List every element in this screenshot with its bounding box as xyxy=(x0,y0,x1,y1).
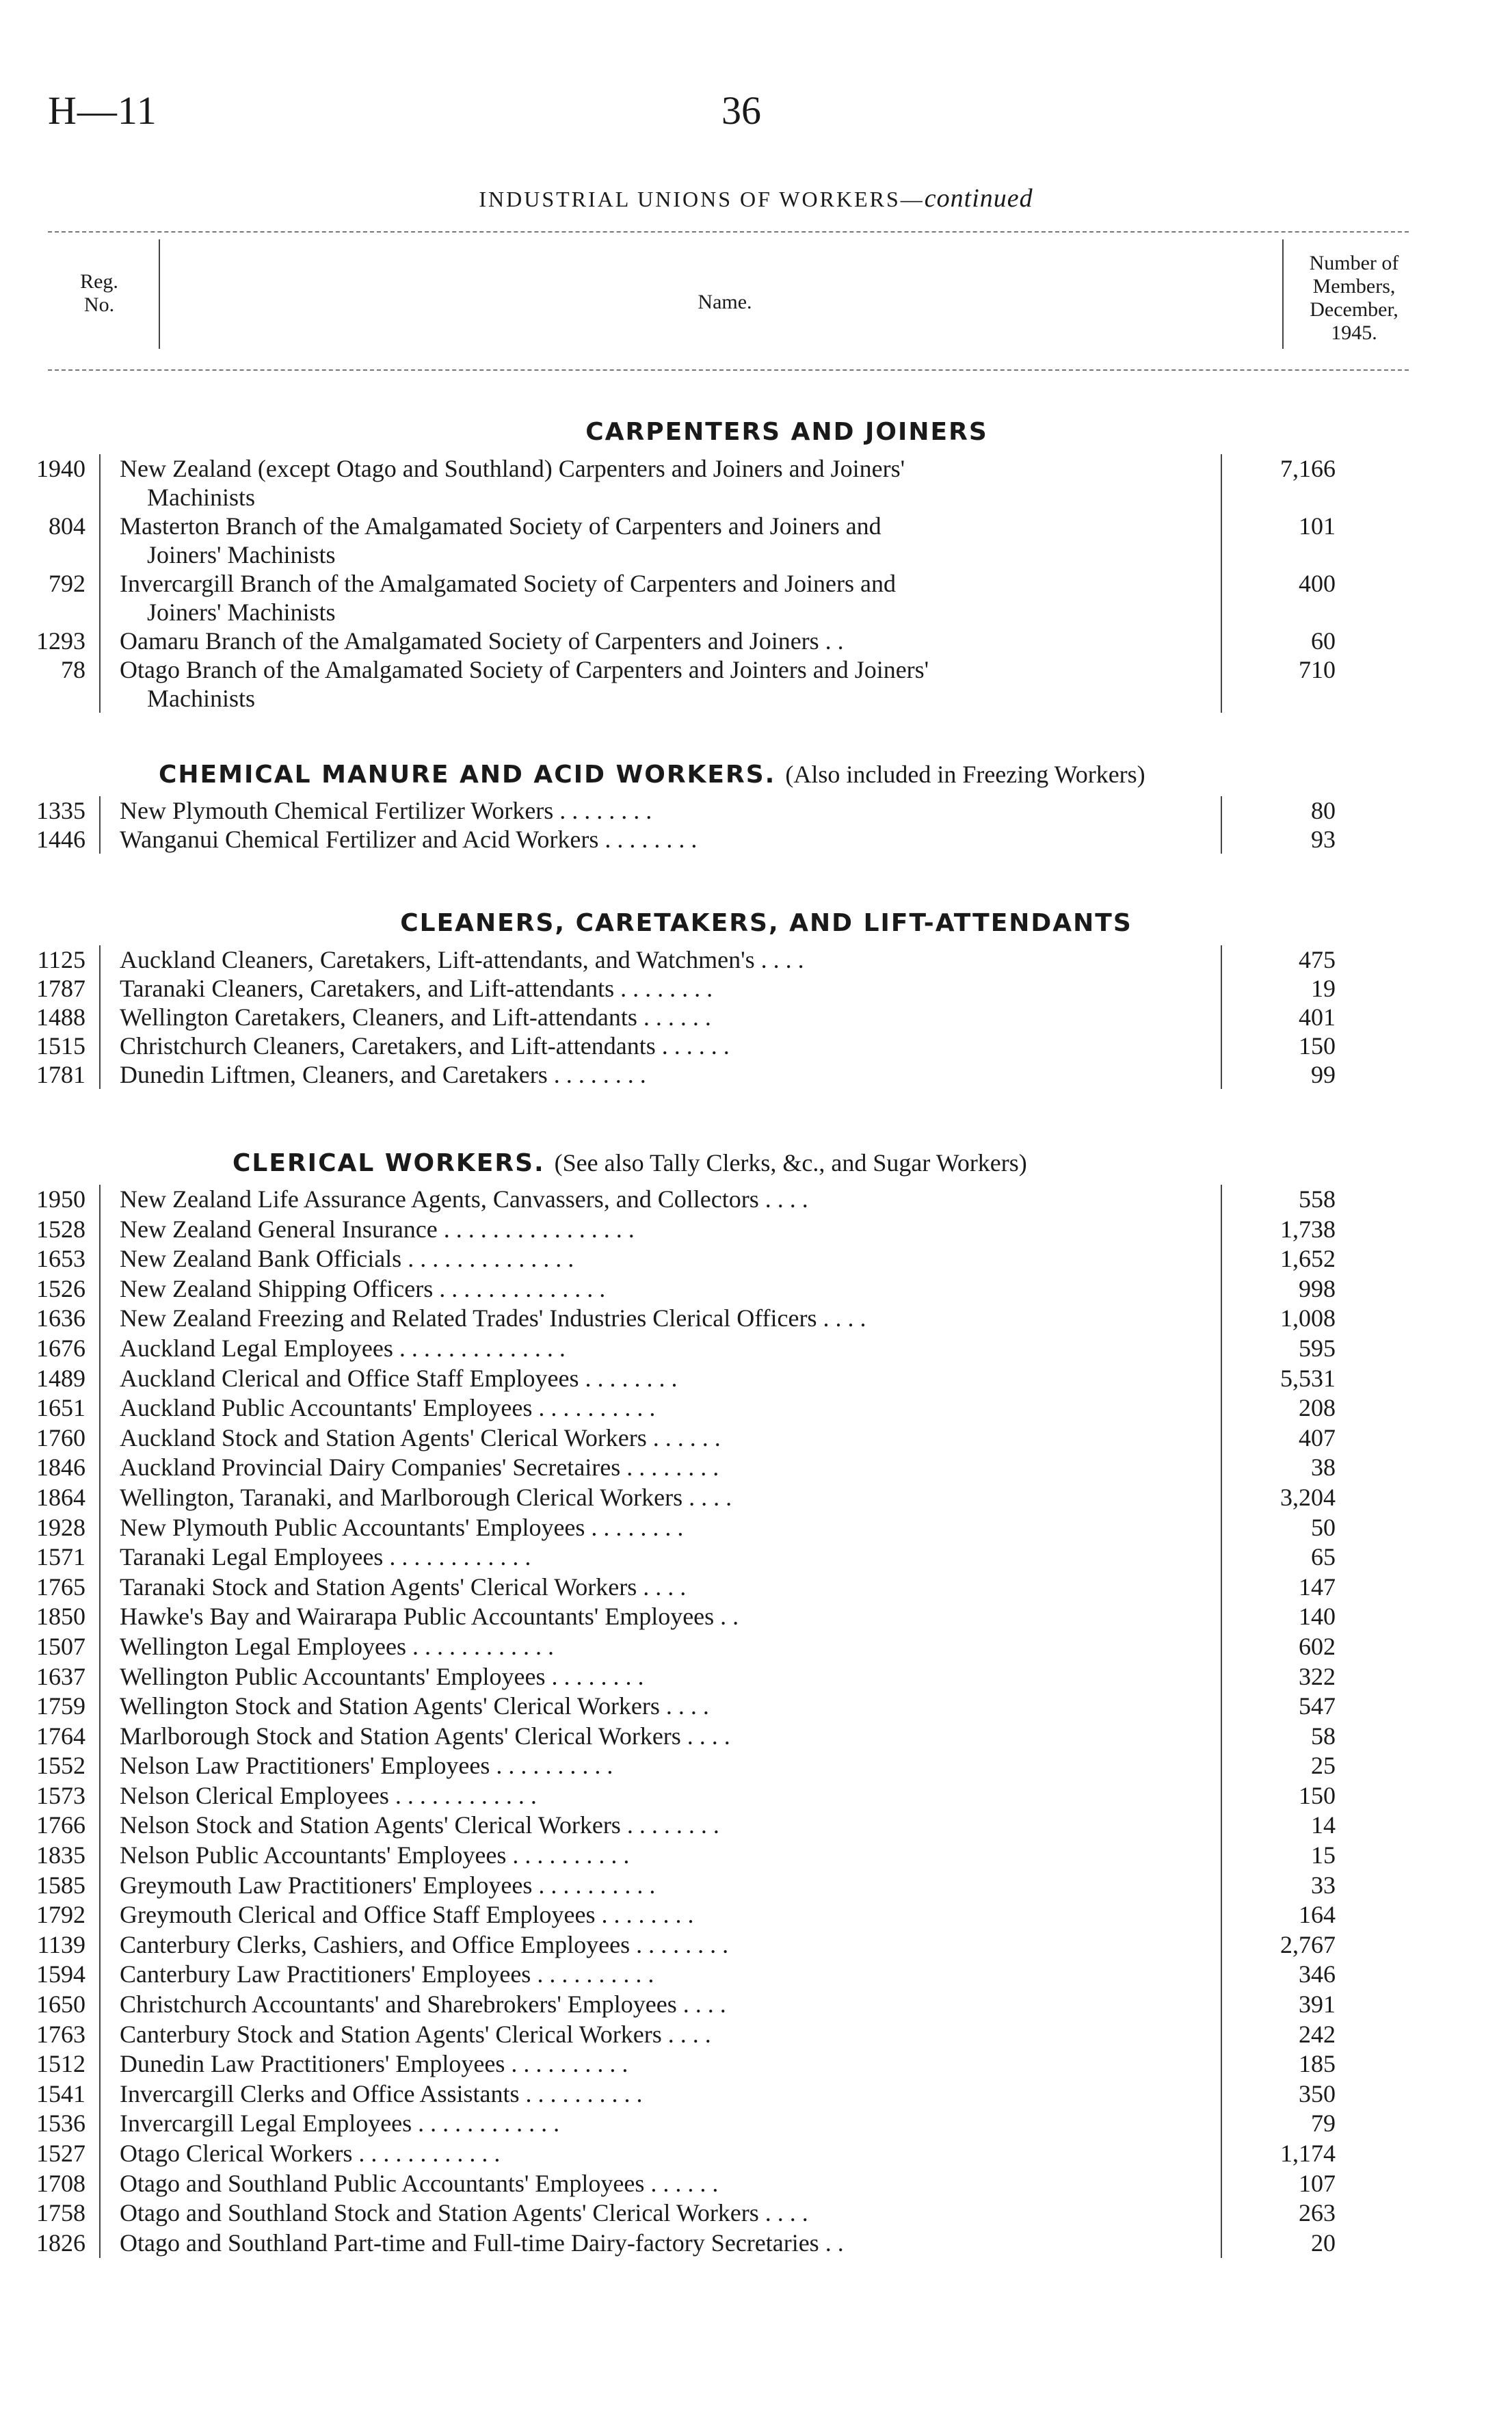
name-line: Invercargill Legal Employees . . . . . . . . . . . . xyxy=(120,2110,560,2138)
table-row xyxy=(0,1003,1512,1031)
member-count: 263 xyxy=(1221,2198,1351,2229)
name-line: Wellington Stock and Station Agents' Clerical Workers . . . . xyxy=(120,1692,709,1720)
table-row xyxy=(0,2139,1512,2169)
table-row xyxy=(0,2229,1512,2259)
reg-number: 1766 xyxy=(36,1811,85,1839)
table-row xyxy=(0,1781,1512,1811)
member-count: 60 xyxy=(1221,627,1351,655)
union-name xyxy=(99,1423,1221,1454)
member-count: 475 xyxy=(1221,945,1351,974)
reg-number: 1335 xyxy=(36,797,85,824)
table-row xyxy=(0,825,1512,854)
section-chemical xyxy=(0,752,1512,854)
reg-number: 1826 xyxy=(36,2229,85,2257)
name-line: Dunedin Law Practitioners' Employees . . . . . . . . . . xyxy=(120,2050,628,2078)
union-name xyxy=(99,1542,1221,1573)
member-count: 3,204 xyxy=(1221,1483,1351,1513)
name-line: Auckland Provincial Dairy Companies' Secretaires . . . . . . . . xyxy=(120,1454,719,1482)
page-number: 36 xyxy=(721,88,761,133)
section-clerical xyxy=(0,1141,1512,2258)
member-count: 208 xyxy=(1221,1393,1351,1423)
reg-number: 1787 xyxy=(36,975,85,1002)
union-name xyxy=(99,2139,1221,2169)
member-count: 14 xyxy=(1221,1811,1351,1841)
name-line: Masterton Branch of the Amalgamated Society of Carpenters and Joiners and xyxy=(120,512,881,540)
union-name xyxy=(99,2229,1221,2259)
name-line: Otago Clerical Workers . . . . . . . . . . . . xyxy=(120,2140,501,2167)
table-row xyxy=(0,2109,1512,2139)
reg-number: 1835 xyxy=(36,1841,85,1869)
column-header-members-line: Number of xyxy=(1309,252,1399,274)
table-row xyxy=(0,627,1512,655)
name-line: New Zealand General Insurance . . . . . . . . . . . . . . . . xyxy=(120,1215,635,1243)
union-name xyxy=(99,2198,1221,2229)
member-count: 164 xyxy=(1221,1900,1351,1930)
section-title xyxy=(0,752,1512,796)
name-line: Auckland Public Accountants' Employees . . . . . . . . . . xyxy=(120,1394,656,1422)
member-count: 1,008 xyxy=(1221,1304,1351,1334)
name-line: Auckland Stock and Station Agents' Clerical Workers . . . . . . xyxy=(120,1423,721,1451)
member-count: 7,166 xyxy=(1221,454,1351,512)
name-line: Machinists xyxy=(147,685,255,712)
member-count: 1,738 xyxy=(1221,1215,1351,1245)
union-name xyxy=(99,1930,1221,1960)
reg-number: 1293 xyxy=(36,627,85,655)
name-line: Auckland Legal Employees . . . . . . . . . . . . . . xyxy=(120,1334,566,1362)
table-row xyxy=(0,1930,1512,1960)
reg-number: 1940 xyxy=(36,455,85,482)
name-line: Canterbury Clerks, Cashiers, and Office Employees . . . . . . . . xyxy=(120,1930,729,1958)
member-count: 140 xyxy=(1221,1602,1351,1632)
member-count: 400 xyxy=(1221,569,1351,627)
name-line: Nelson Stock and Station Agents' Clerical Workers . . . . . . . . xyxy=(120,1811,719,1839)
name-line: Hawke's Bay and Wairarapa Public Accountants' Employees . . xyxy=(120,1603,739,1631)
name-line: Marlborough Stock and Station Agents' Clerical Workers . . . . xyxy=(120,1722,730,1750)
name-line: New Plymouth Chemical Fertilizer Workers . . . . . . . . xyxy=(120,797,652,824)
union-name xyxy=(99,1393,1221,1423)
reg-number: 1488 xyxy=(36,1003,85,1031)
reg-number: 1850 xyxy=(36,1603,85,1631)
name-line: Wellington Legal Employees . . . . . . . . . . . . xyxy=(120,1632,554,1660)
reg-number: 1950 xyxy=(36,1185,85,1213)
name-line: Otago and Southland Public Accountants' Employees . . . . . . xyxy=(120,2169,719,2197)
table-row xyxy=(0,1304,1512,1334)
header-divider-left xyxy=(159,239,160,349)
member-count: 710 xyxy=(1221,655,1351,713)
name-line: Canterbury Law Practitioners' Employees . . . . . . . . . . xyxy=(120,1960,654,1988)
reg-number: 792 xyxy=(49,570,85,597)
union-name xyxy=(99,974,1221,1003)
reg-number: 1536 xyxy=(36,2110,85,2138)
reg-number: 78 xyxy=(61,656,85,683)
member-count: 350 xyxy=(1221,2079,1351,2110)
reg-number: 1650 xyxy=(36,1990,85,2019)
report-reference: H—11 xyxy=(48,88,157,133)
reg-number: 1676 xyxy=(36,1334,85,1362)
reg-number: 1765 xyxy=(36,1573,85,1601)
union-name xyxy=(99,2020,1221,2050)
reg-number: 1527 xyxy=(36,2140,85,2167)
member-count: 99 xyxy=(1221,1060,1351,1089)
reg-number: 1636 xyxy=(36,1304,85,1332)
member-count: 346 xyxy=(1221,1960,1351,1990)
table-row xyxy=(0,1393,1512,1423)
member-count: 79 xyxy=(1221,2109,1351,2139)
reg-number: 804 xyxy=(49,512,85,540)
name-line: Joiners' Machinists xyxy=(147,541,336,568)
section-note: (Also included in Freezing Workers) xyxy=(785,761,1145,788)
member-count: 407 xyxy=(1221,1423,1351,1454)
union-name xyxy=(99,1871,1221,1901)
member-count: 1,652 xyxy=(1221,1244,1351,1274)
name-line: Otago Branch of the Amalgamated Society of Carpenters and Jointers and Joiners' xyxy=(120,656,929,683)
union-name xyxy=(99,825,1221,854)
table-row xyxy=(0,1573,1512,1603)
member-count: 93 xyxy=(1221,825,1351,854)
union-name xyxy=(99,454,1221,512)
section-rows xyxy=(0,1185,1512,2258)
name-line: Auckland Cleaners, Caretakers, Lift-attendants, and Watchmen's . . . . xyxy=(120,946,804,973)
title-main: INDUSTRIAL UNIONS OF WORKERS— xyxy=(479,187,925,211)
header-bottom-rule xyxy=(48,369,1409,371)
table-row xyxy=(0,1751,1512,1781)
table-row xyxy=(0,1060,1512,1089)
name-line: Taranaki Cleaners, Caretakers, and Lift-attendants . . . . . . . . xyxy=(120,975,713,1002)
reg-number: 1651 xyxy=(36,1394,85,1422)
union-name xyxy=(99,1692,1221,1722)
reg-number: 1763 xyxy=(36,2020,85,2048)
union-name xyxy=(99,655,1221,713)
name-line: Otago and Southland Part-time and Full-time Dairy-factory Secretaries . . xyxy=(120,2229,844,2257)
union-name xyxy=(99,1990,1221,2020)
member-count: 50 xyxy=(1221,1513,1351,1543)
table-row xyxy=(0,1900,1512,1930)
reg-number: 1594 xyxy=(36,1960,85,1988)
reg-number: 1125 xyxy=(37,946,85,973)
table-row xyxy=(0,1423,1512,1454)
member-count: 65 xyxy=(1221,1542,1351,1573)
reg-number: 1515 xyxy=(36,1032,85,1060)
table-row xyxy=(0,1215,1512,1245)
table-row xyxy=(0,1960,1512,1990)
reg-number: 1526 xyxy=(36,1274,85,1302)
reg-number: 1573 xyxy=(36,1781,85,1809)
union-name xyxy=(99,627,1221,655)
table-row xyxy=(0,1662,1512,1692)
member-count: 242 xyxy=(1221,2020,1351,2050)
name-line: New Zealand Shipping Officers . . . . . . . . . . . . . . xyxy=(120,1274,606,1302)
section-title: CLEANERS, CARETAKERS, AND LIFT-ATTENDANTS xyxy=(400,909,1132,937)
name-line: New Zealand Freezing and Related Trades' Industries Clerical Officers . . . . xyxy=(120,1304,866,1332)
union-name xyxy=(99,1602,1221,1632)
name-line: New Zealand (except Otago and Southland) Carpenters and Joiners and Joiners' xyxy=(120,455,905,482)
name-line: Wanganui Chemical Fertilizer and Acid Workers . . . . . . . . xyxy=(120,826,698,853)
name-line: Taranaki Legal Employees . . . . . . . . . . . . xyxy=(120,1543,531,1571)
reg-number: 1139 xyxy=(37,1930,85,1958)
reg-number: 1864 xyxy=(36,1483,85,1511)
table-row xyxy=(0,1334,1512,1364)
name-line: Wellington Public Accountants' Employees . . . . . . . . xyxy=(120,1662,644,1690)
union-name xyxy=(99,1751,1221,1781)
reg-number: 1585 xyxy=(36,1871,85,1899)
table-row xyxy=(0,1185,1512,1215)
column-header-reg xyxy=(48,270,150,317)
table-row xyxy=(0,1841,1512,1871)
union-name xyxy=(99,1334,1221,1364)
union-name xyxy=(99,1960,1221,1990)
table-row xyxy=(0,1811,1512,1841)
name-line: Oamaru Branch of the Amalgamated Society of Carpenters and Joiners . . xyxy=(120,627,844,655)
union-name xyxy=(99,569,1221,627)
column-header-members xyxy=(1289,252,1419,345)
union-name xyxy=(99,2169,1221,2199)
union-name xyxy=(99,796,1221,825)
name-line: Nelson Public Accountants' Employees . . . . . . . . . . xyxy=(120,1841,630,1869)
member-count: 2,767 xyxy=(1221,1930,1351,1960)
member-count: 547 xyxy=(1221,1692,1351,1722)
name-line: New Plymouth Public Accountants' Employees . . . . . . . . xyxy=(120,1513,684,1541)
name-line: Wellington Caretakers, Cleaners, and Lift-attendants . . . . . . xyxy=(120,1003,711,1031)
table-row xyxy=(0,1990,1512,2020)
name-line: Dunedin Liftmen, Cleaners, and Caretakers . . . . . . . . xyxy=(120,1061,646,1088)
member-count: 25 xyxy=(1221,1751,1351,1781)
member-count: 150 xyxy=(1221,1781,1351,1811)
member-count: 150 xyxy=(1221,1031,1351,1060)
column-header-members-line: December, xyxy=(1310,298,1398,321)
union-name xyxy=(99,1185,1221,1215)
table-row xyxy=(0,1453,1512,1483)
reg-number: 1708 xyxy=(36,2169,85,2197)
member-count: 401 xyxy=(1221,1003,1351,1031)
table-row xyxy=(0,1632,1512,1662)
reg-number: 1792 xyxy=(36,1901,85,1929)
union-name xyxy=(99,1573,1221,1603)
section-title-text: CLERICAL WORKERS. xyxy=(233,1149,545,1177)
section-note: (See also Tally Clerks, &c., and Sugar Workers) xyxy=(554,1149,1027,1177)
name-line: New Zealand Life Assurance Agents, Canvassers, and Collectors . . . . xyxy=(120,1185,808,1213)
member-count: 107 xyxy=(1221,2169,1351,2199)
table-row xyxy=(0,1542,1512,1573)
reg-number: 1764 xyxy=(36,1722,85,1750)
table-row xyxy=(0,454,1512,512)
name-line: Nelson Law Practitioners' Employees . . . . . . . . . . xyxy=(120,1752,613,1780)
reg-number: 1928 xyxy=(36,1513,85,1541)
union-name xyxy=(99,1003,1221,1031)
name-line: Otago and Southland Stock and Station Agents' Clerical Workers . . . . xyxy=(120,2199,808,2227)
name-line: Invercargill Clerks and Office Assistants . . . . . . . . . . xyxy=(120,2079,643,2107)
union-name xyxy=(99,945,1221,974)
union-name xyxy=(99,1453,1221,1483)
name-line: Invercargill Branch of the Amalgamated Society of Carpenters and Joiners and xyxy=(120,570,896,597)
reg-number: 1541 xyxy=(36,2079,85,2107)
member-count: 185 xyxy=(1221,2049,1351,2079)
member-count: 558 xyxy=(1221,1185,1351,1215)
union-name xyxy=(99,1364,1221,1394)
union-name xyxy=(99,2049,1221,2079)
title-continued: continued xyxy=(924,184,1033,213)
column-header-members-line: Members, xyxy=(1312,275,1396,298)
reg-number: 1512 xyxy=(36,2050,85,2078)
union-name xyxy=(99,1274,1221,1304)
table-row xyxy=(0,569,1512,627)
name-line: Canterbury Stock and Station Agents' Clerical Workers . . . . xyxy=(120,2020,711,2048)
member-count: 20 xyxy=(1221,2229,1351,2259)
member-count: 998 xyxy=(1221,1274,1351,1304)
union-name xyxy=(99,1662,1221,1692)
member-count: 1,174 xyxy=(1221,2139,1351,2169)
section-title-text: CHEMICAL MANURE AND ACID WORKERS. xyxy=(159,761,776,789)
union-name xyxy=(99,1060,1221,1089)
table-row xyxy=(0,512,1512,569)
table-row xyxy=(0,2079,1512,2110)
member-count: 5,531 xyxy=(1221,1364,1351,1394)
table-row xyxy=(0,1602,1512,1632)
column-header-reg-line: No. xyxy=(83,293,115,316)
union-name xyxy=(99,1781,1221,1811)
section-carpenters xyxy=(0,410,1512,713)
table-row xyxy=(0,2020,1512,2050)
table-row xyxy=(0,1871,1512,1901)
name-line: Christchurch Accountants' and Sharebrokers' Employees . . . . xyxy=(120,1990,726,2019)
member-count: 595 xyxy=(1221,1334,1351,1364)
name-line: Wellington, Taranaki, and Marlborough Clerical Workers . . . . xyxy=(120,1483,732,1511)
column-header-reg-line: Reg. xyxy=(80,270,118,293)
reg-number: 1759 xyxy=(36,1692,85,1720)
name-line: Greymouth Law Practitioners' Employees . . . . . . . . . . xyxy=(120,1871,656,1899)
union-name xyxy=(99,1841,1221,1871)
table-row xyxy=(0,1031,1512,1060)
member-count: 38 xyxy=(1221,1453,1351,1483)
union-name xyxy=(99,1215,1221,1245)
reg-number: 1637 xyxy=(36,1662,85,1690)
name-line: Machinists xyxy=(147,484,255,511)
section-title xyxy=(0,1141,1512,1185)
name-line: Joiners' Machinists xyxy=(147,599,336,626)
header-top-rule xyxy=(48,231,1409,233)
reg-number: 1571 xyxy=(36,1543,85,1571)
name-line: Greymouth Clerical and Office Staff Employees . . . . . . . . xyxy=(120,1901,694,1929)
name-line: New Zealand Bank Officials . . . . . . . . . . . . . . xyxy=(120,1245,574,1273)
reg-number: 1507 xyxy=(36,1632,85,1660)
section-cleaners xyxy=(0,902,1512,1089)
reg-number: 1489 xyxy=(36,1364,85,1392)
union-name xyxy=(99,1722,1221,1752)
table-row xyxy=(0,974,1512,1003)
union-name xyxy=(99,2079,1221,2110)
union-name xyxy=(99,1900,1221,1930)
page-title xyxy=(0,183,1512,213)
member-count: 322 xyxy=(1221,1662,1351,1692)
member-count: 101 xyxy=(1221,512,1351,569)
union-name xyxy=(99,1483,1221,1513)
member-count: 15 xyxy=(1221,1841,1351,1871)
table-row xyxy=(0,796,1512,825)
member-count: 147 xyxy=(1221,1573,1351,1603)
union-name xyxy=(99,1513,1221,1543)
union-name xyxy=(99,1811,1221,1841)
union-name xyxy=(99,1304,1221,1334)
union-name xyxy=(99,512,1221,569)
table-row xyxy=(0,1513,1512,1543)
name-line: Taranaki Stock and Station Agents' Clerical Workers . . . . xyxy=(120,1573,687,1601)
member-count: 80 xyxy=(1221,796,1351,825)
column-header-name: Name. xyxy=(698,291,752,313)
reg-number: 1552 xyxy=(36,1752,85,1780)
table-row xyxy=(0,655,1512,713)
name-line: Nelson Clerical Employees . . . . . . . . . . . . xyxy=(120,1781,537,1809)
section-rows xyxy=(0,454,1512,713)
table-row xyxy=(0,1722,1512,1752)
table-row xyxy=(0,1692,1512,1722)
table-row xyxy=(0,2049,1512,2079)
table-row xyxy=(0,1244,1512,1274)
member-count: 19 xyxy=(1221,974,1351,1003)
table-row xyxy=(0,1364,1512,1394)
column-header-members-line: 1945. xyxy=(1331,321,1377,344)
reg-number: 1528 xyxy=(36,1215,85,1243)
reg-number: 1781 xyxy=(36,1061,85,1088)
member-count: 33 xyxy=(1221,1871,1351,1901)
reg-number: 1446 xyxy=(36,826,85,853)
table-row xyxy=(0,2198,1512,2229)
table-row xyxy=(0,1483,1512,1513)
member-count: 58 xyxy=(1221,1722,1351,1752)
name-line: Auckland Clerical and Office Staff Employees . . . . . . . . xyxy=(120,1364,678,1392)
table-row xyxy=(0,945,1512,974)
name-line: Christchurch Cleaners, Caretakers, and Lift-attendants . . . . . . xyxy=(120,1032,730,1060)
reg-number: 1758 xyxy=(36,2199,85,2227)
table-row xyxy=(0,1274,1512,1304)
section-title: CARPENTERS AND JOINERS xyxy=(585,418,988,446)
union-name xyxy=(99,1244,1221,1274)
reg-number: 1653 xyxy=(36,1245,85,1273)
table-row xyxy=(0,2169,1512,2199)
union-name xyxy=(99,1031,1221,1060)
member-count: 391 xyxy=(1221,1990,1351,2020)
union-name xyxy=(99,2109,1221,2139)
union-name xyxy=(99,1632,1221,1662)
member-count: 602 xyxy=(1221,1632,1351,1662)
reg-number: 1760 xyxy=(36,1423,85,1451)
reg-number: 1846 xyxy=(36,1454,85,1482)
